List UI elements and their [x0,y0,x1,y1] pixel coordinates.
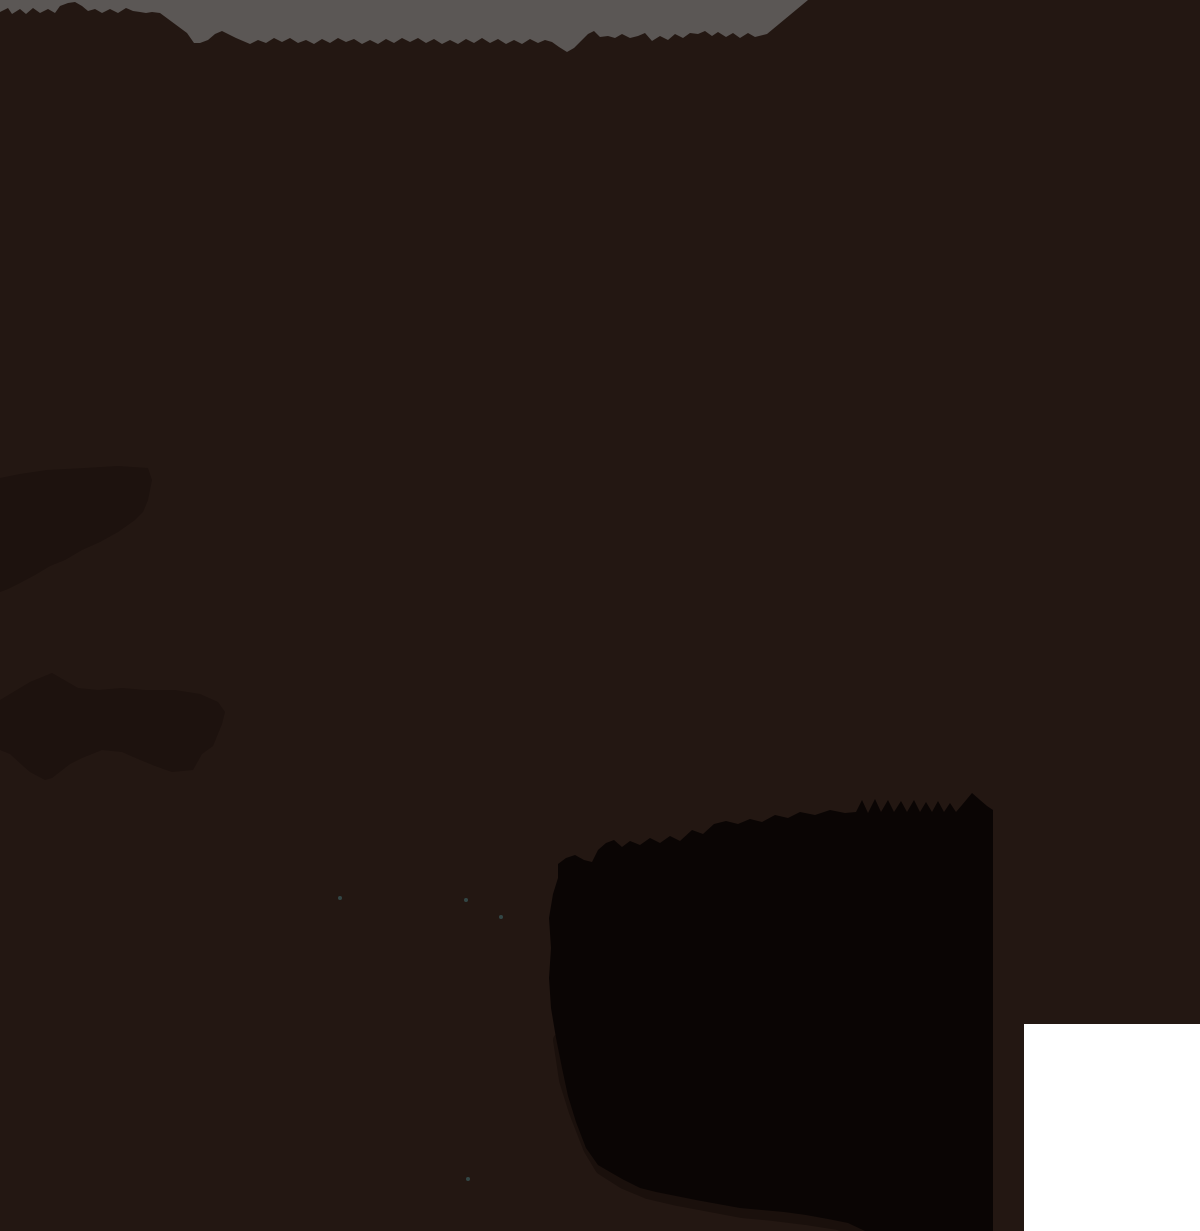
missing-tile [1024,1024,1200,1231]
dark-silhouette [549,793,993,1231]
light-speck [466,1177,470,1181]
light-speck [338,896,342,900]
light-speck [499,915,503,919]
light-speck [464,898,468,902]
